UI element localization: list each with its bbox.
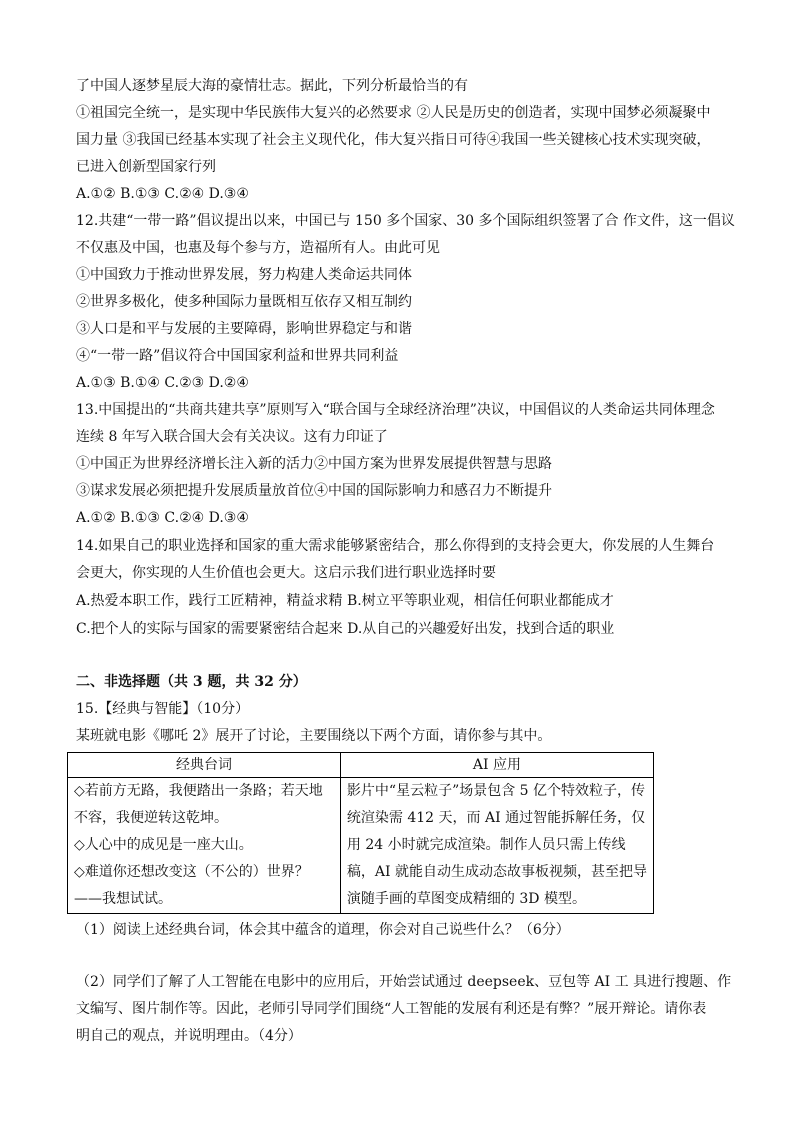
question-text: 文编写、图片制作等。因此，老师引导同学们围绕“人工智能的发展有利还是有弊？”展开辩论。请你表 <box>76 1001 707 1017</box>
ai-line: 用 24 小时就完成渲染。制作人员只需上传线 <box>346 837 626 853</box>
sub-question-1: （1）阅读上述经典台词，体会其中蕴含的道理，你会对自己说些什么？（6分） <box>76 922 570 938</box>
option-line: ③谋求发展必须把提升发展质量放首位④中国的国际影响力和感召力不断提升 <box>76 483 552 499</box>
ai-line: 影片中“星云粒子”场景包含 5 亿个特效粒子，传 <box>346 783 646 799</box>
option-line: A.热爱本职工作，践行工匠精神，精益求精 B.树立平等职业观，相信任何职业都能成才 <box>76 593 614 609</box>
ai-line: 稿，AI 就能自动生成动态故事板视频，甚至把导 <box>346 864 647 880</box>
quotes-cell <box>68 778 341 914</box>
table-header-ai: AI 应用 <box>340 753 653 778</box>
question-13: 13.中国提出的“共商共建共享”原则写入“联合国与全球经济治理”决议，中国倡议的人类命运共同体理念 <box>76 402 715 418</box>
question-text: 明自己的观点，并说明理由。（4分） <box>76 1028 302 1044</box>
question-12: 12.共建“一带一路”倡议提出以来，中国已与 150 多个国家、30 多个国际组织签署了合 作文件，这一倡议 <box>76 213 735 229</box>
ai-cell <box>340 778 653 914</box>
table-header-quotes: 经典台词 <box>68 753 341 778</box>
question-14: 14.如果自己的职业选择和国家的重大需求能够紧密结合，那么你得到的支持会更大，你发展的人生舞台 <box>76 538 715 554</box>
question-text: ①祖国完全统一，是实现中华民族伟大复兴的必然要求 ②人民是历史的创造者，实现中国梦必须凝聚中 <box>76 105 711 121</box>
option-3: ③人口是和平与发展的主要障碍，影响世界稳定与和谐 <box>76 321 412 337</box>
quote-line: ◇难道你还想改变这（不公的）世界？ <box>74 864 309 880</box>
question-text: 会更大，你实现的人生价值也会更大。这启示我们进行职业选择时要 <box>76 565 496 581</box>
question-text: 不仅惠及中国，也惠及每个参与方，造福所有人。由此可见 <box>76 240 440 256</box>
option-2: ②世界多极化，使多种国际力量既相互依存又相互制约 <box>76 294 412 310</box>
quote-line: ◇若前方无路，我便踏出一条路；若天地 <box>74 783 323 799</box>
answer-choices: A.①③ B.①④ C.②③ D.②④ <box>76 375 249 391</box>
option-line: ①中国正为世界经济增长注入新的活力②中国方案为世界发展提供智慧与思路 <box>76 456 552 472</box>
quote-line: ——我想试试。 <box>74 891 172 907</box>
question-intro: 某班就电影《哪吒 2》展开了讨论，主要围绕以下两个方面，请你参与其中。 <box>76 728 552 744</box>
quote-line: 不容，我便逆转这乾坤。 <box>74 810 228 826</box>
question-text: 了中国人逐梦星辰大海的豪情壮志。据此，下列分析最恰当的有 <box>76 78 468 94</box>
ai-line: 统渲染需 412 天，而 AI 通过智能拆解任务，仅 <box>346 810 646 826</box>
quote-line: ◇人心中的成见是一座大山。 <box>74 837 253 853</box>
question-text: 已进入创新型国家行列 <box>76 159 216 175</box>
quote-table <box>67 752 654 914</box>
answer-choices: A.①② B.①③ C.②④ D.③④ <box>76 510 249 526</box>
ai-line: 演随手画的草图变成精细的 3D 模型。 <box>346 891 586 907</box>
answer-choices: A.①② B.①③ C.②④ D.③④ <box>76 186 249 202</box>
question-text: 连续 8 年写入联合国大会有关决议。这有力印证了 <box>76 429 388 445</box>
question-text: 国力量 ③我国已经基本实现了社会主义现代化，伟大复兴指日可待④我国一些关键核心技术实现突破， <box>76 132 711 148</box>
option-1: ①中国致力于推动世界发展，努力构建人类命运共同体 <box>76 267 412 283</box>
option-4: ④“一带一路”倡议符合中国国家利益和世界共同利益 <box>76 348 399 364</box>
sub-question-2: （2）同学们了解了人工智能在电影中的应用后，开始尝试通过 deepseek、豆包等 AI 工 具进行搜题、作 <box>76 974 732 990</box>
section-heading: 二、非选择题（共 3 题，共 32 分） <box>76 674 307 690</box>
question-15-title: 15.【经典与智能】（10分） <box>76 701 250 717</box>
option-line: C.把个人的实际与国家的需要紧密结合起来 D.从自己的兴趣爱好出发，找到合适的职业 <box>76 621 615 637</box>
